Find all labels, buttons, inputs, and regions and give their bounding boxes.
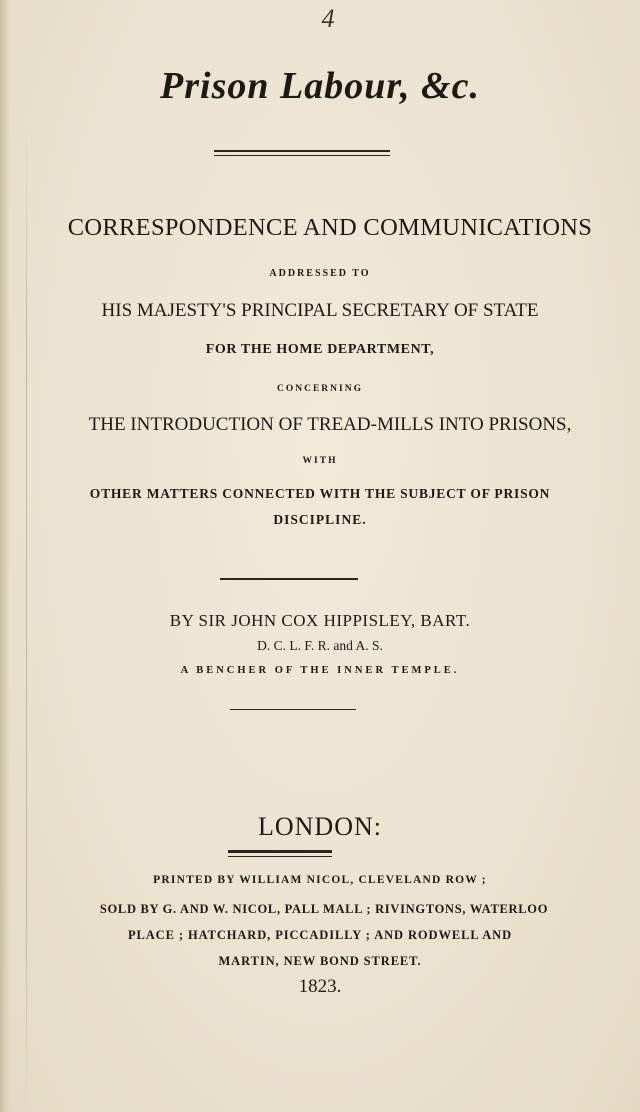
author-title: A BENCHER OF THE INNER TEMPLE. — [180, 665, 460, 676]
title-rule-thin — [214, 155, 390, 156]
subject-line-1: THE INTRODUCTION OF TREAD-MILLS INTO PRISONS, — [88, 414, 572, 435]
binding-edge — [0, 0, 10, 1112]
author-line: BY SIR JOHN COX HIPPISLEY, BART. — [169, 611, 471, 630]
place-rule-thin — [228, 856, 332, 857]
year: 1823. — [298, 976, 342, 997]
place-rule — [228, 850, 332, 853]
subject-line-3: DISCIPLINE. — [273, 512, 367, 527]
heading: CORRESPONDENCE AND COMMUNICATIONS — [67, 214, 593, 241]
author-degrees: D. C. L. F. R. and A. S. — [257, 638, 383, 653]
title-rule — [214, 150, 390, 152]
with-label: WITH — [302, 456, 338, 466]
sold-line-2: PLACE ; HATCHARD, PICCADILLY ; AND RODWELL AND — [127, 928, 513, 942]
subject-line-2: OTHER MATTERS CONNECTED WITH THE SUBJECT OF PRISON — [89, 486, 551, 501]
section-rule-1 — [220, 578, 358, 580]
book-title: Prison Labour, &c. — [160, 65, 480, 107]
handwritten-note: 4 — [321, 4, 335, 33]
sold-line-3: MARTIN, NEW BOND STREET. — [218, 954, 422, 968]
concerning: CONCERNING — [277, 384, 363, 394]
recipient-line-1: HIS MAJESTY'S PRINCIPAL SECRETARY OF STATE — [101, 300, 539, 321]
place: LONDON: — [258, 812, 382, 841]
printer-line: PRINTED BY WILLIAM NICOL, CLEVELAND ROW ; — [153, 874, 487, 886]
section-rule-2 — [230, 709, 356, 710]
recipient-line-2: FOR THE HOME DEPARTMENT, — [205, 342, 435, 357]
addressed-to: ADDRESSED TO — [269, 268, 371, 279]
sold-line-1: SOLD BY G. AND W. NICOL, PALL MALL ; RIVINGTONS, WATERLOO — [99, 902, 549, 916]
